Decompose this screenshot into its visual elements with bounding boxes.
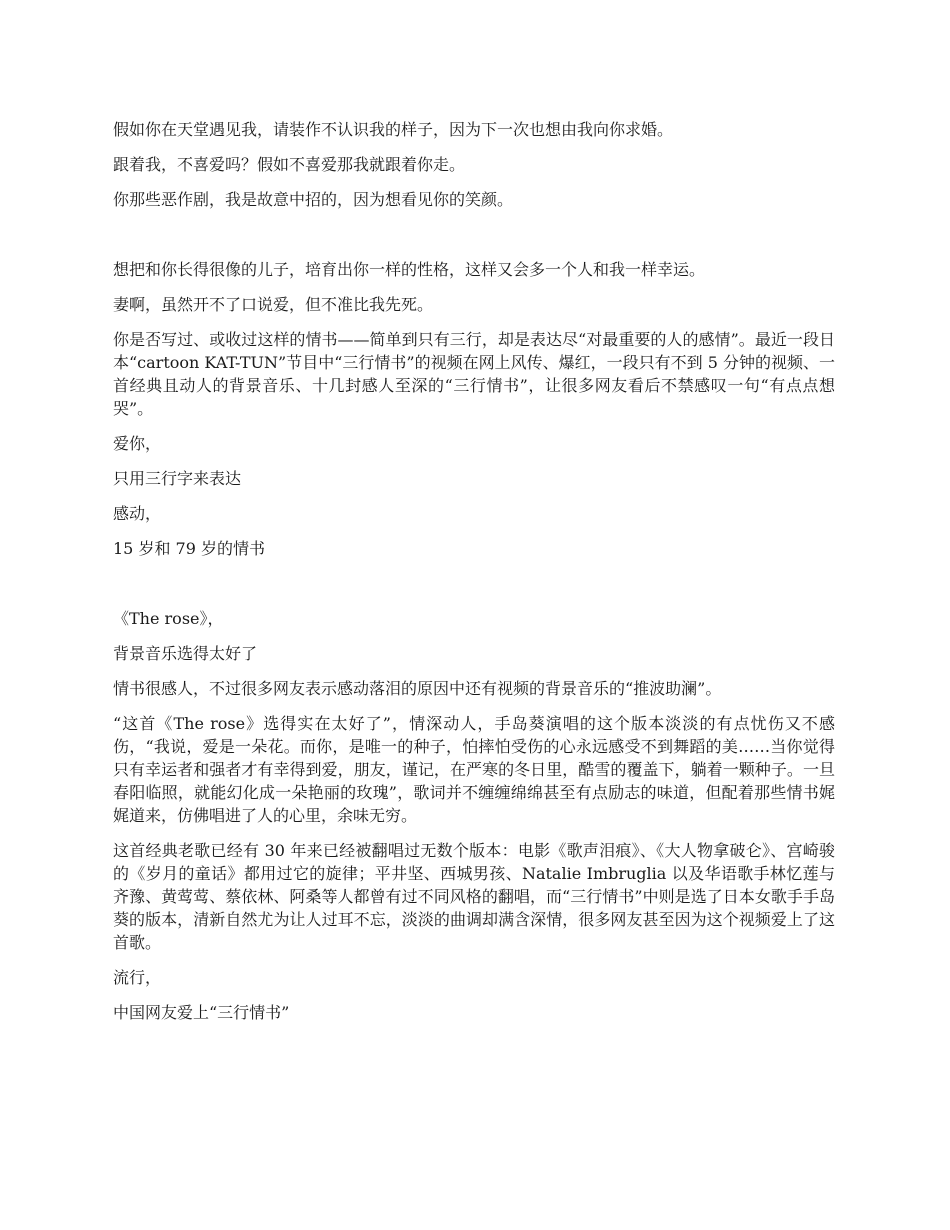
paragraph-14: “这首《The rose》选得实在太好了”，情深动人，手岛葵演唱的这个版本淡淡的有点忧伤又不感伤，“我说，爱是一朵花。而你，是唯一的种子，怕摔怕受伤的心永远感受不到舞蹈的美……当你觉得只有幸运者和强者才有幸得到爱，朋友，谨记，在严寒的冬日里，酷雪的覆盖下，躺着一颗种子。一旦春阳临照，就能幻化成一朵艳丽的玫瑰”，歌词并不缠缠绵绵甚至有点励志的味道，但配着那些情书娓娓道来，仿佛唱进了人的心里，余味无穷。 <box>113 714 835 825</box>
paragraph-12: 背景音乐选得太好了 <box>113 644 258 663</box>
paragraph-4: 想把和你长得很像的儿子，培育出你一样的性格，这样又会多一个人和我一样幸运。 <box>113 260 706 279</box>
paragraph-17: 中国网友爱上“三行情书” <box>113 1003 290 1022</box>
blank-line <box>113 572 835 607</box>
paragraph-15: 这首经典老歌已经有 30 年来已经被翻唱过无数个版本：电影《歌声泪痕》、《大人物拿破仑》、宫崎骏的《岁月的童话》都用过它的旋律；平井坚、西城男孩、Natalie Imbruglia 以及华语歌手林忆莲与齐豫、黄莺莺、蔡依林、阿桑等人都曾有过不同风格的翻唱，而“三行情书”中则是选了日本女歌手手岛葵的版本，清新自然尤为让人过耳不忘，淡淡的曲调却满含深情，很多网友甚至因为这个视频爱上了这首歌。 <box>113 841 835 952</box>
blank-line <box>113 223 835 258</box>
paragraph-8: 只用三行字来表达 <box>113 469 242 488</box>
paragraph-2: 跟着我，不喜爱吗？假如不喜爱那我就跟着你走。 <box>113 155 466 174</box>
document-page <box>113 118 835 1036</box>
paragraph-7: 爱你， <box>113 434 162 453</box>
paragraph-6: 你是否写过、或收过这样的情书——简单到只有三行，却是表达尽“对最重要的人的感情”。最近一段日本“cartoon KAT-TUN”节目中“三行情书”的视频在网上风传、爆红，一段只有不到 5 分钟的视频、一首经典且动人的背景音乐、十几封感人至深的“三行情书”，让很多网友看后不禁感叹一句“有点点想哭”。 <box>113 330 835 418</box>
paragraph-16: 流行， <box>113 968 162 987</box>
paragraph-13: 情书很感人，不过很多网友表示感动落泪的原因中还有视频的背景音乐的“推波助澜”。 <box>113 679 722 698</box>
paragraph-1: 假如你在天堂遇见我，请装作不认识我的样子，因为下一次也想由我向你求婚。 <box>113 120 674 139</box>
paragraph-11: 《The rose》， <box>113 609 224 628</box>
paragraph-5: 妻啊，虽然开不了口说爱，但不准比我先死。 <box>113 295 434 314</box>
paragraph-3: 你那些恶作剧，我是故意中招的，因为想看见你的笑颜。 <box>113 190 514 209</box>
paragraph-10: 15 岁和 79 岁的情书 <box>113 539 265 558</box>
paragraph-9: 感动， <box>113 504 162 523</box>
